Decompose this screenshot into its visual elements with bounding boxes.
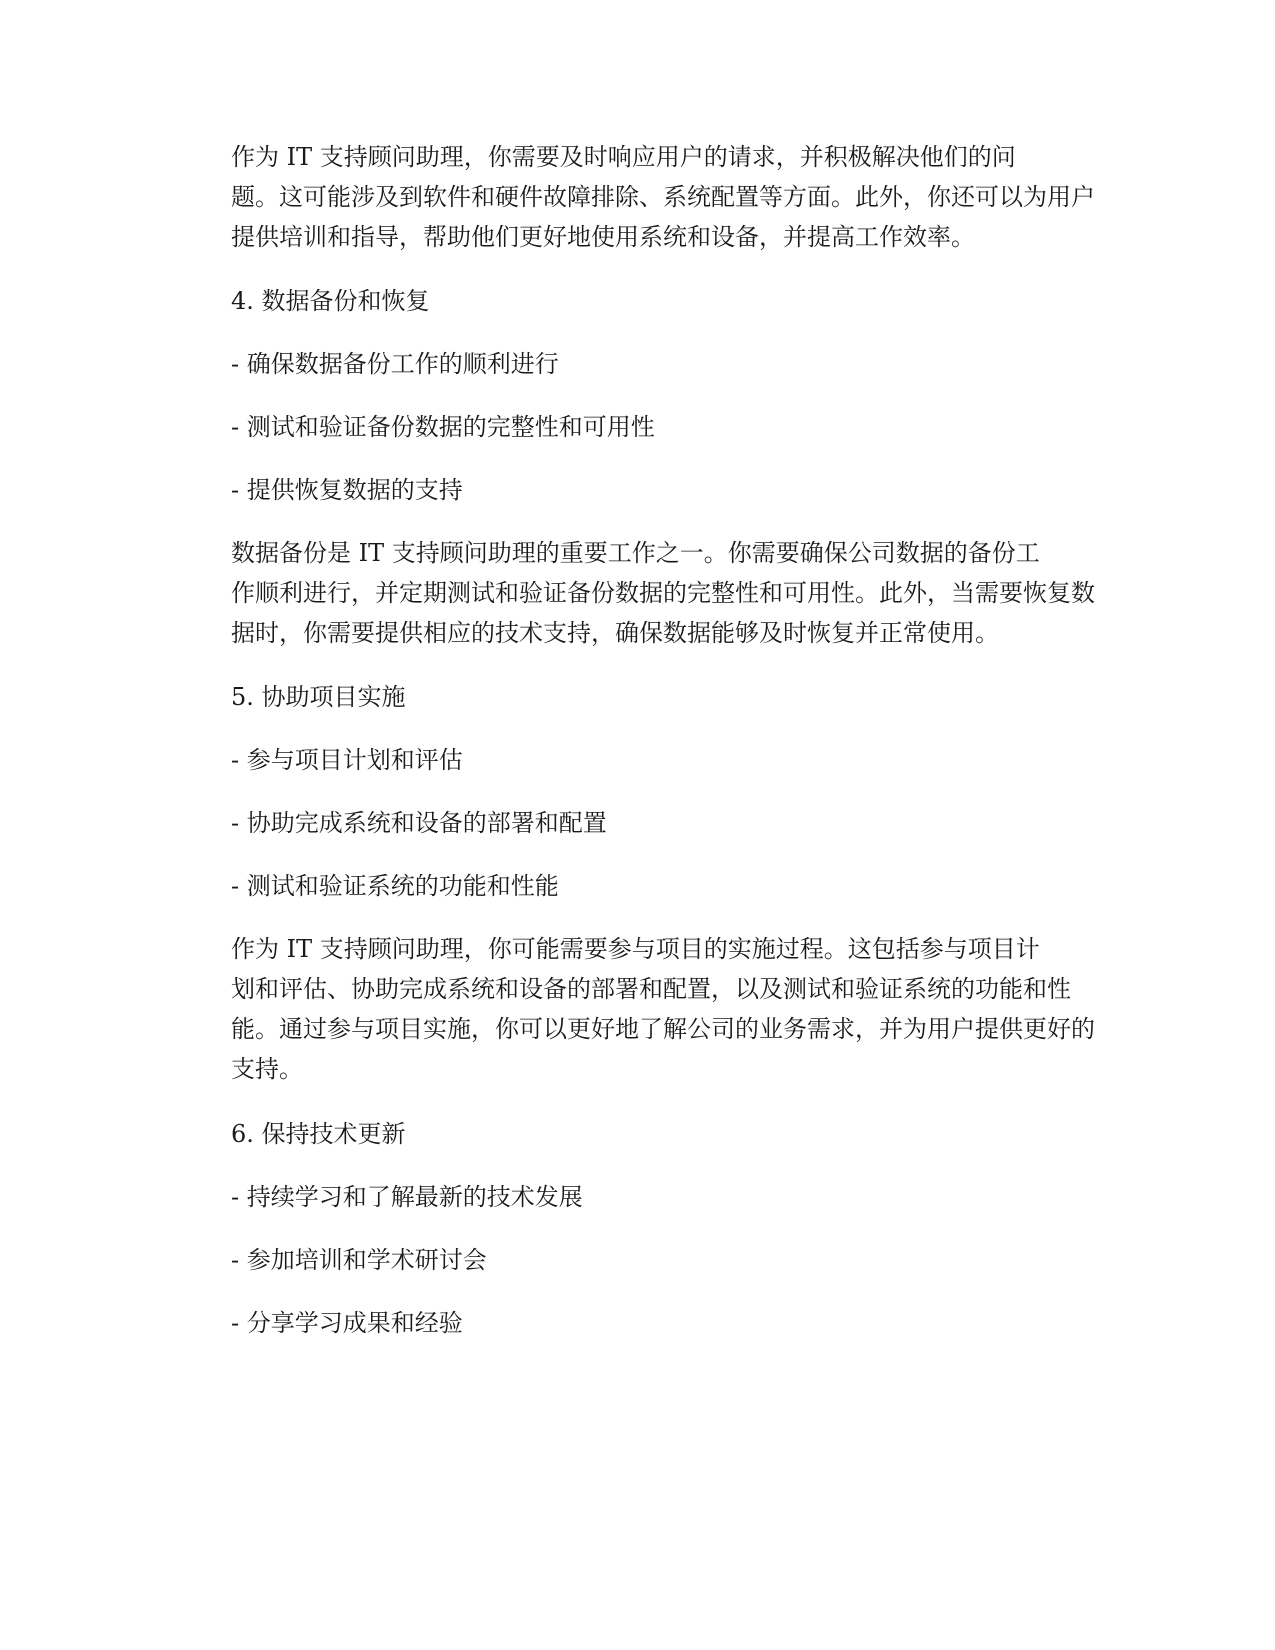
paragraph-line: 作顺利进行，并定期测试和验证备份数据的完整性和可用性。此外，当需要恢复数 (231, 579, 1095, 607)
paragraph-project-implementation (187, 929, 1095, 1089)
list-item: - 确保数据备份工作的顺利进行 (231, 350, 559, 378)
section-heading-project-implementation: 5. 协助项目实施 (231, 683, 406, 711)
list-item: - 参与项目计划和评估 (231, 746, 463, 774)
paragraph-data-backup (187, 533, 1095, 653)
paragraph-line: 支持。 (231, 1055, 303, 1083)
paragraph-line: 数据备份是 IT 支持顾问助理的重要工作之一。你需要确保公司数据的备份工 (231, 539, 1040, 567)
section-heading-data-backup: 4. 数据备份和恢复 (231, 287, 430, 315)
list-item: - 持续学习和了解最新的技术发展 (231, 1183, 583, 1211)
list-item: - 测试和验证备份数据的完整性和可用性 (231, 413, 655, 441)
paragraph-line: 作为 IT 支持顾问助理，你可能需要参与项目的实施过程。这包括参与项目计 (231, 935, 1040, 963)
section-heading-tech-updates: 6. 保持技术更新 (231, 1120, 406, 1148)
paragraph-line: 能。通过参与项目实施，你可以更好地了解公司的业务需求，并为用户提供更好的 (231, 1015, 1095, 1043)
paragraph-line: 提供培训和指导，帮助他们更好地使用系统和设备，并提高工作效率。 (231, 223, 975, 251)
list-item: - 参加培训和学术研讨会 (231, 1246, 487, 1274)
paragraph-it-support-duties (187, 137, 1095, 257)
paragraph-line: 作为 IT 支持顾问助理，你需要及时响应用户的请求，并积极解决他们的问 (231, 143, 1016, 171)
paragraph-line: 据时，你需要提供相应的技术支持，确保数据能够及时恢复并正常使用。 (231, 619, 999, 647)
paragraph-line: 划和评估、协助完成系统和设备的部署和配置，以及测试和验证系统的功能和性 (231, 975, 1071, 1003)
paragraph-line: 题。这可能涉及到软件和硬件故障排除、系统配置等方面。此外，你还可以为用户 (231, 183, 1095, 211)
list-item: - 测试和验证系统的功能和性能 (231, 872, 559, 900)
list-item: - 提供恢复数据的支持 (231, 476, 463, 504)
list-item: - 分享学习成果和经验 (231, 1309, 463, 1337)
list-item: - 协助完成系统和设备的部署和配置 (231, 809, 607, 837)
